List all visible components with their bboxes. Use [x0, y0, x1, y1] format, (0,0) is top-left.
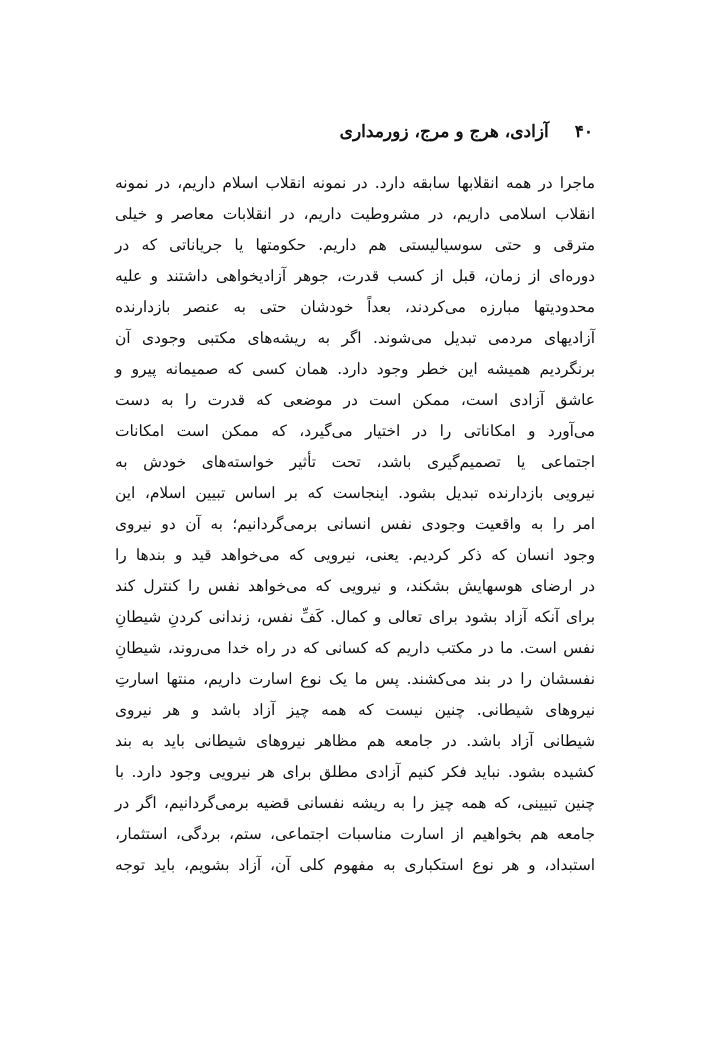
text-line: وجود انسان که ذکر کردیم. یعنی، نیرویی که می‌خواهد قید و بندها را: [115, 546, 595, 564]
page-number: ۴۰: [574, 122, 593, 142]
text-line: عاشق آزادی است، ممکن است در موضعی که قدرت را به دست: [115, 391, 595, 409]
chapter-title: آزادی، هرج و مرج، زورمداری: [339, 122, 549, 142]
text-line: کشیده بشود. نباید فکر کنیم آزادی مطلق برای هر نیرویی وجود دارد. با: [115, 763, 595, 781]
text-line: امر را به واقعیت وجودی نفس انسانی برمی‌گردانیم؛ به آن دو نیروی: [115, 515, 595, 533]
text-line: ماجرا در همه انقلابها سابقه دارد. در نمونه انقلاب اسلام داریم، در نمونه: [115, 174, 595, 192]
text-line: چنین تبیینی، که همه چیز را به ریشه نفسانی قضیه برمی‌گردانیم، اگر در: [115, 794, 595, 812]
text-line: آزادیهای مردمی تبدیل می‌شوند. اگر به ریشه‌های مکتبی وجودی آن: [115, 329, 595, 347]
text-line: اجتماعی یا تصمیم‌گیری باشد، تحت تأثیر خواسته‌های خودش به: [115, 453, 595, 471]
text-line: نیرویی بازدارنده تبدیل بشود. اینجاست که بر اساس تبیین اسلام، این: [115, 484, 595, 502]
text-line: نفس است. ما در مکتب داریم که کسانی که در راه خدا می‌روند، شیطانِ: [115, 639, 595, 657]
body-paragraph: [115, 168, 595, 881]
text-line: در ارضای هوسهایش بشکند، و نیرویی که می‌خواهد نفس را کنترل کند: [115, 577, 595, 595]
text-line: محدودیتها مبارزه می‌کردند، بعداً خودشان حتی به عنصر بازدارنده: [115, 298, 595, 316]
text-line: می‌آورد و امکاناتی را در اختیار می‌گیرد، که ممکن است امکانات: [115, 422, 595, 440]
text-line: استبداد، و هر نوع استکباری به مفهوم کلی آن، آزاد بشویم، باید توجه: [115, 856, 595, 874]
text-line: مترقی و حتی سوسیالیستی هم داریم. حکومتها یا جریاناتی که در: [115, 236, 595, 254]
text-line: نفسشان را در بند می‌کشند. پس ما یک نوع اسارت داریم، منتها اسارتِ: [115, 670, 595, 688]
text-line: شیطانی آزاد باشد. در جامعه هم مظاهر نیروهای شیطانی باید به بند: [115, 732, 595, 750]
text-line: برنگردیم همیشه این خطر وجود دارد. همان کسی که صمیمانه پیرو و: [115, 360, 595, 378]
text-line: نیروهای شیطانی. چنین نیست که همه چیز آزاد باشد و هر نیروی: [115, 701, 595, 719]
text-line: دوره‌ای از زمان، قبل از کسب قدرت، جوهر آزادیخواهی داشتند و علیه: [115, 267, 595, 285]
running-header: [340, 122, 593, 142]
text-line: جامعه هم بخواهیم از اسارت مناسبات اجتماعی، ستم، بردگی، استثمار،: [115, 825, 595, 843]
text-line: انقلاب اسلامی داریم، در مشروطیت داریم، در انقلابات معاصر و خیلی: [115, 205, 595, 223]
text-line: برای آنکه آزاد بشود برای تعالی و کمال. کَفِّ نفس، زندانی کردنِ شیطانِ: [115, 608, 595, 626]
